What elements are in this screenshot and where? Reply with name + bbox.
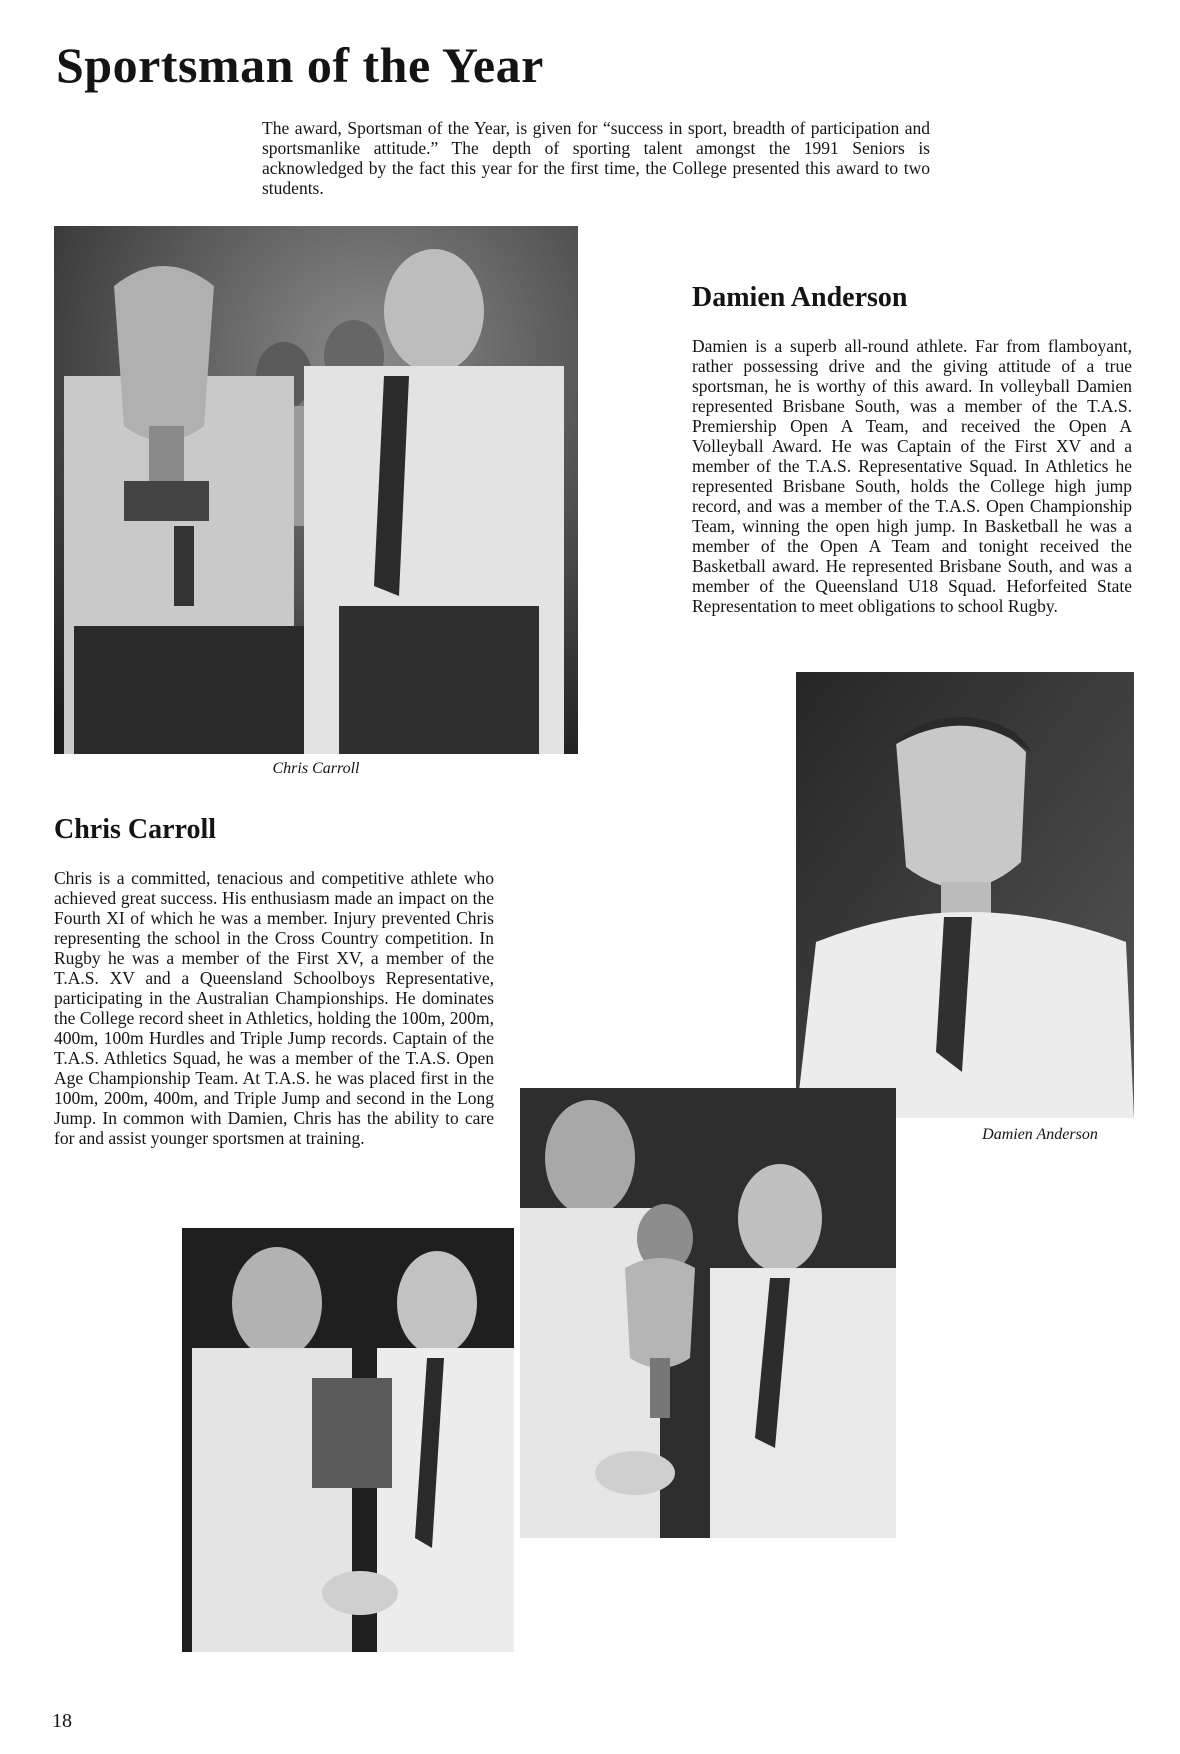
photo-handshake-trophy (520, 1088, 896, 1538)
damien-paragraph: Damien is a superb all-round athlete. Far from flamboyant, rather possessing drive and the giving attitude of a true sportsman, he is worthy of this award. In volleyball Damien represented Brisbane South, was a member of the T.A.S. Premiership Open A Team, and received the Open A Volleyball Award. He was Captain of the First XV and a member of the T.A.S. Representative Squad. In Athletics he represented Brisbane South, holds the College high jump record, and was a member of the T.A.S. Open Championship Team, winning the open high jump. In Basketball he was a member of the Open A Team and tonight received the Basketball award. He represented Brisbane South, and was a member of the Queensland U18 Squad. Heforfeited State Representation to meet obligations to school Rugby. (692, 336, 1132, 616)
page-number: 18 (52, 1710, 72, 1732)
photo-caption-chris: Chris Carroll (272, 760, 360, 777)
chris-paragraph: Chris is a committed, tenacious and competitive athlete who achieved great success. His enthusiasm made an impact on the Fourth XI of which he was a member. Injury prevented Chris representing the school in the Cross Country competition. In Rugby he was a member of the First XV, a member of the T.A.S. XV and a Queensland Schoolboys Representative, participating in the Australian Championships. He dominates the College record sheet in Athletics, holding the 100m, 200m, 400m, 100m Hurdles and Triple Jump records. Captain of the T.A.S. Athletics Squad, he was a member of the T.A.S. Open Age Championship Team. At T.A.S. he was placed first in the 100m, 200m, 400m, and Triple Jump and second in the Long Jump. In common with Damien, Chris has the ability to care for and assist younger sportsmen at training. (54, 868, 494, 1148)
photo-handshake (182, 1228, 514, 1652)
photo-caption-damien: Damien Anderson (982, 1126, 1098, 1143)
chris-heading: Chris Carroll (54, 814, 217, 845)
damien-heading: Damien Anderson (692, 282, 908, 313)
photo-damien-portrait (796, 672, 1134, 1118)
intro-paragraph: The award, Sportsman of the Year, is given for “success in sport, breadth of participation and sportsmanlike attitude.” The depth of sporting talent amongst the 1991 Seniors is acknowledged by the fact this year for the first time, the College presented this award to two students. (262, 118, 930, 198)
photo-trophy-ceremony (54, 226, 578, 754)
page-title: Sportsman of the Year (56, 37, 544, 93)
